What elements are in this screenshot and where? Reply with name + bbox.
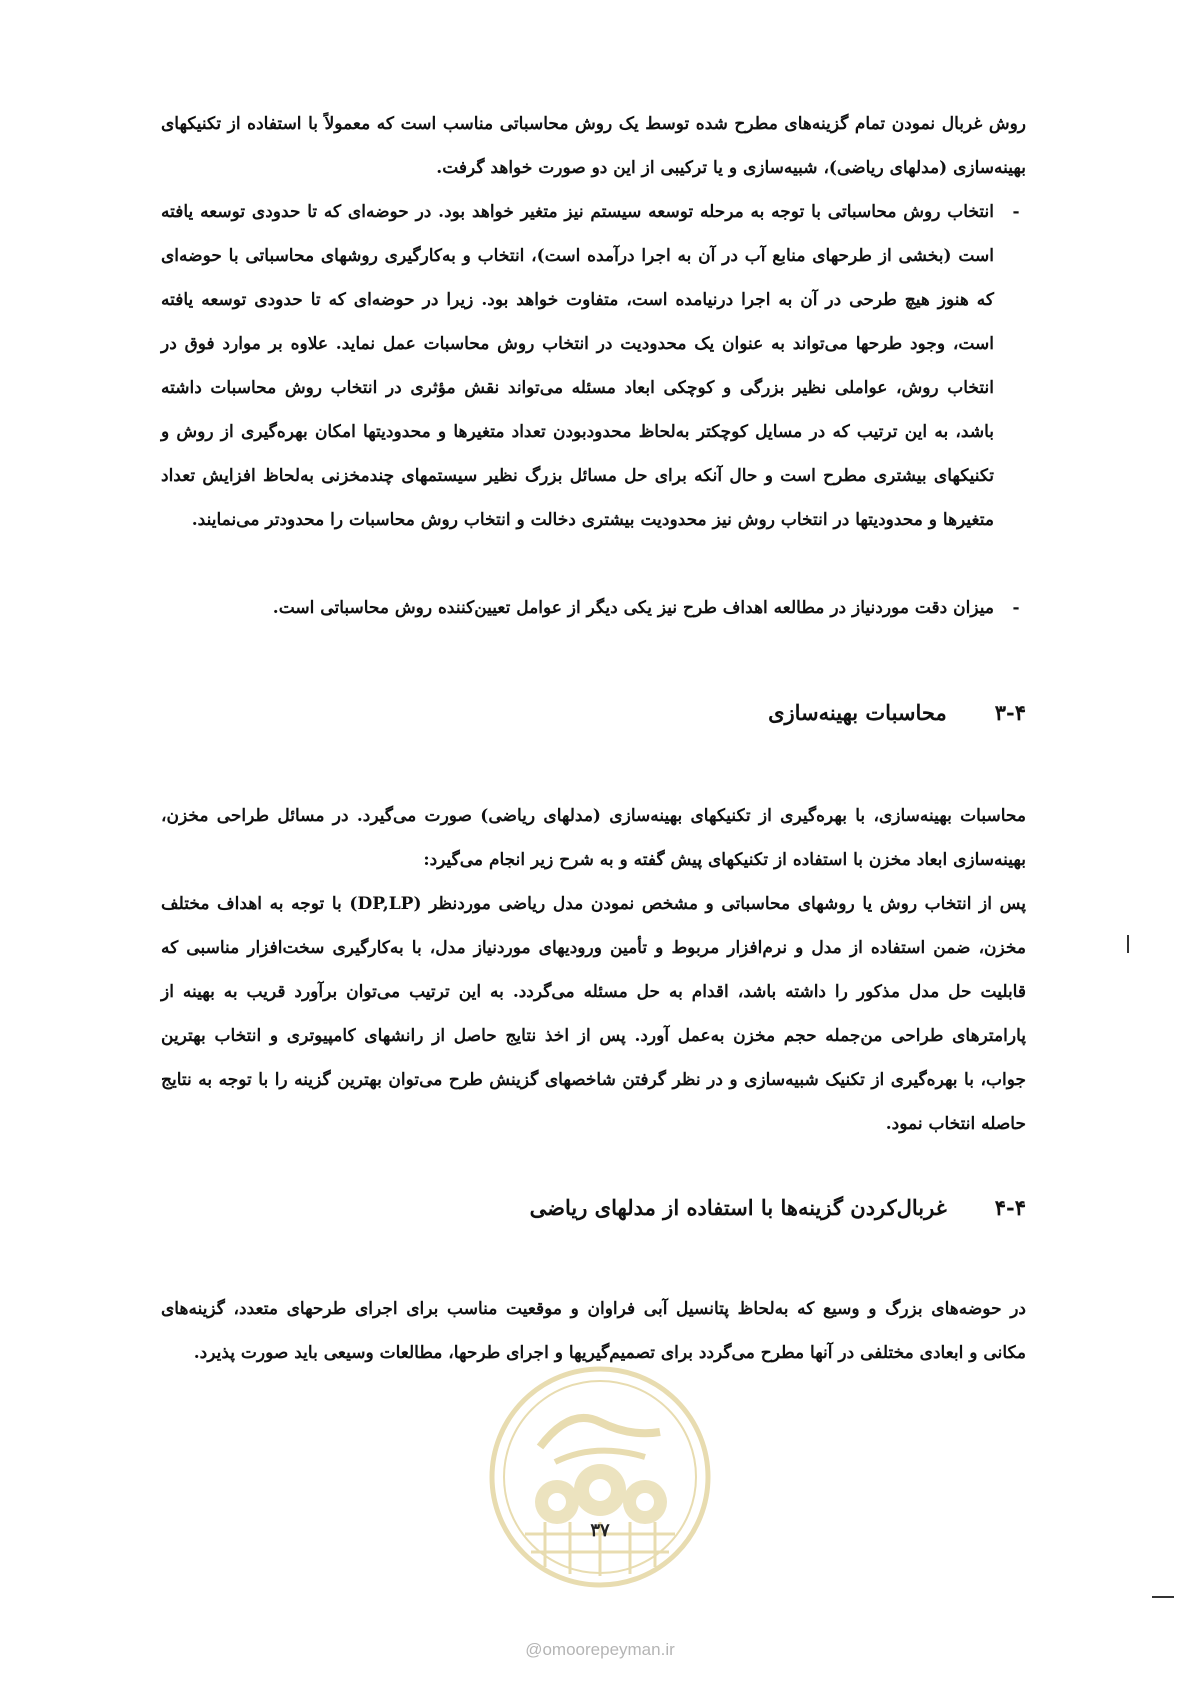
bullet-marker: - <box>1012 598 1020 618</box>
section-title: محاسبات بهینه‌سازی <box>768 700 947 725</box>
bullet-item-accuracy <box>161 586 1026 630</box>
bullet-text: انتخاب روش محاسباتی با توجه به مرحله توسعه سیستم نیز متغیر خواهد بود. در حوضه‌ای که تا حدودی توسعه یافته است (بخشی از طرحهای منابع آب در آن به اجرا درآمده است)، انتخاب و به‌کارگیری روشهای محاسباتی با حوضه‌ای که هنوز هیچ طرحی در آن به اجرا درنیامده است، متفاوت خواهد بود. زیرا در حوضه‌ای که تا حدودی توسعه یافته است، وجود طرحها می‌تواند به عنوان یک محدودیت در انتخاب روش محاسبات عمل نماید. علاوه بر موارد فوق در انتخاب روش، عواملی نظیر بزرگی و کوچکی ابعاد مسئله می‌تواند نقش مؤثری در انتخاب روش محاسبات داشته باشد، به این ترتیب که در مسایل کوچکتر به‌لحاظ محدودبودن تعداد متغیرها و محدودیتها امکان بهره‌گیری از روش و تکنیکهای بیشتری مطرح است و حال آنکه برای حل مسائل بزرگ نظیر سیستمهای چندمخزنی به‌لحاظ افزایش تعداد متغیرها و محدودیتها در انتخاب روش نیز محدودیت بیشتری دخالت و انتخاب روش محاسبات را محدودتر می‌نمایند. <box>161 202 994 530</box>
margin-dash <box>1152 1596 1174 1598</box>
bullet-marker: - <box>1012 202 1020 222</box>
section-number: ۳-۴ <box>994 700 1026 725</box>
optimization-paragraph-2: پس از انتخاب روش یا روشهای محاسباتی و مشخص نمودن مدل ریاضی موردنظر (DP,LP) با توجه به اهداف مختلف مخزن، ضمن استفاده از مدل و نرم‌افزار مربوط و تأمین ورودیهای موردنیاز مدل، با به‌کارگیری سخت‌افزار مناسبی که قابلیت حل مدل مذکور را داشته باشد، اقدام به حل مسئله می‌گردد. به این ترتیب می‌توان برآورد قریب به بهینه از پارامترهای طراحی من‌جمله حجم مخزن به‌عمل آورد. پس از اخذ نتایج حاصل از رانشهای کامپیوتری و انتخاب بهترین جواب، با بهره‌گیری از تکنیک شبیه‌سازی و در نظر گرفتن شاخصهای گزینش طرح می‌توان بهترین گزینه را با توجه به نتایج حاصله انتخاب نمود. <box>161 894 1027 1134</box>
section-title: غربال‌کردن گزینه‌ها با استفاده از مدلهای ریاضی <box>529 1195 947 1220</box>
margin-mark <box>1127 935 1129 953</box>
watermark-text: @omoorepeyman.ir <box>525 1640 675 1659</box>
bullet-item-method-selection <box>161 190 1026 542</box>
intro-paragraph: روش غربال نمودن تمام گزینه‌های مطرح شده توسط یک روش محاسباتی مناسب است که معمولاً با استفاده از تکنیکهای بهینه‌سازی (مدلهای ریاضی)، شبیه‌سازی و یا ترکیبی از این دو صورت خواهد گرفت. <box>161 114 1026 178</box>
screening-paragraph-1: در حوضه‌های بزرگ و وسیع که به‌لحاظ پتانسیل آبی فراوان و موقعیت مناسب برای اجرای طرحهای متعدد، گزینه‌های مکانی و ابعادی مختلفی در آنها مطرح می‌گردد برای تصمیم‌گیریها و اجرای طرحها، مطالعات وسیعی باید صورت پذیرد. <box>161 1299 1026 1363</box>
section-heading-4-4 <box>530 1195 1026 1220</box>
bullet-text: میزان دقت موردنیاز در مطالعه اهداف طرح نیز یکی دیگر از عوامل تعیین‌کننده روش محاسباتی است. <box>272 598 994 618</box>
optimization-paragraph-1: محاسبات بهینه‌سازی، با بهره‌گیری از تکنیکهای بهینه‌سازی (مدلهای ریاضی) صورت می‌گیرد. در مسائل طراحی مخزن، بهینه‌سازی ابعاد مخزن با استفاده از تکنیکهای پیش گفته و به شرح زیر انجام می‌گیرد: <box>161 806 1026 870</box>
section-heading-3-4 <box>768 700 1026 725</box>
page-number: ۳۷ <box>590 1520 610 1541</box>
publisher-seal-logo <box>485 1362 715 1592</box>
section-number: ۴-۴ <box>994 1195 1026 1220</box>
